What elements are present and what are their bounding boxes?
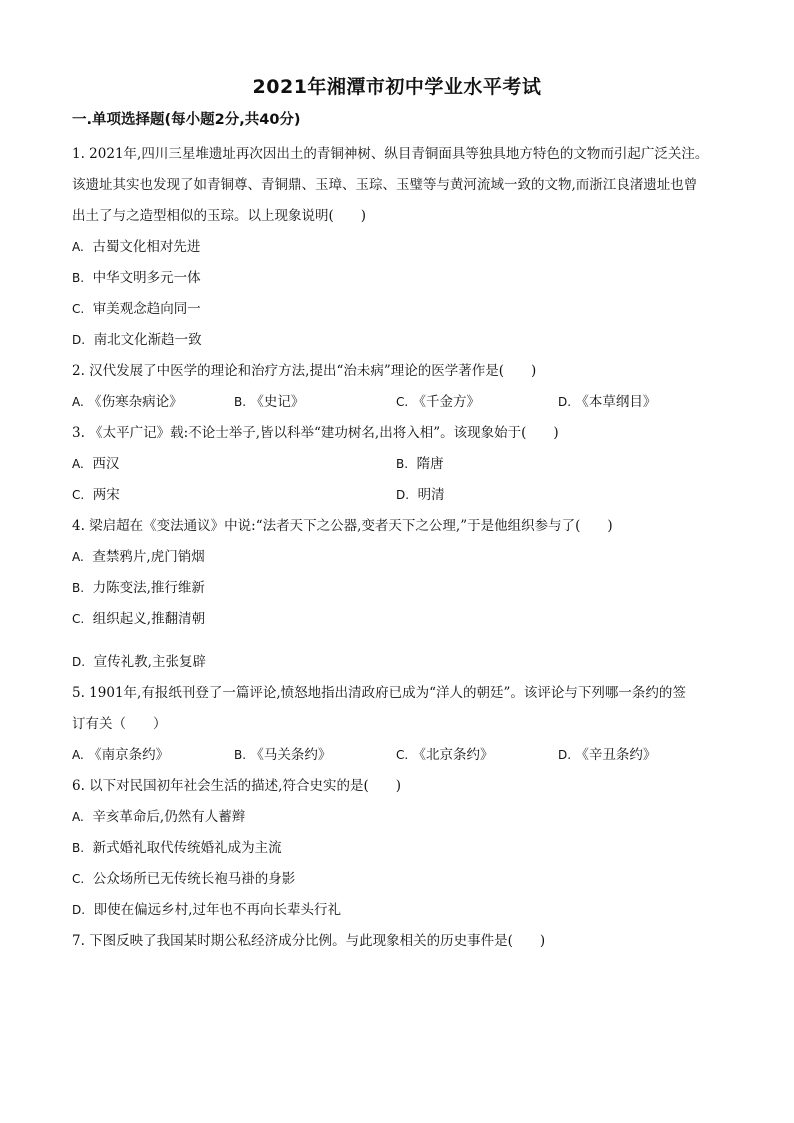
option-letter: A. [72, 550, 84, 564]
option-letter: C. [396, 395, 409, 409]
question-5-option-d[interactable] [558, 745, 656, 765]
question-5-option-b[interactable] [234, 745, 331, 765]
page-title: 2021年湘潭市初中学业水平考试 [252, 76, 542, 98]
option-letter: C. [72, 612, 85, 626]
question-5-line-1: 5. 1901年,有报纸刊登了一篇评论,愤怒地指出清政府已成为“洋人的朝廷”。该评论与下列哪一条约的签 [72, 685, 686, 701]
option-text: 南北文化渐趋一致 [93, 332, 202, 348]
question-1-option-c[interactable] [72, 299, 201, 319]
question-1-line-3: 出土了与之造型相似的玉琮。以上现象说明( ) [72, 208, 367, 224]
option-letter: D. [72, 655, 86, 669]
question-3-option-a[interactable] [72, 454, 119, 474]
question-5-line-2: 订有关（ ） [72, 716, 167, 732]
option-text: 中华文明多元一体 [92, 270, 201, 286]
question-4-option-a[interactable] [72, 547, 205, 567]
option-letter: A. [72, 240, 84, 254]
option-letter: C. [72, 302, 85, 316]
option-text: 《北京条约》 [412, 747, 494, 763]
question-1-line-1: 1. 2021年,四川三星堆遗址再次因出土的青铜神树、纵目青铜面具等独具地方特色的文物而引起广泛关注。 [72, 146, 709, 162]
option-text: 《千金方》 [412, 394, 480, 410]
option-text: 《史记》 [250, 394, 305, 410]
option-letter: B. [72, 581, 85, 595]
option-text: 即使在偏远乡村,过年也不再向长辈头行礼 [93, 902, 341, 918]
option-text: 公众场所已无传统长袍马褂的身影 [92, 871, 296, 887]
question-5-option-c[interactable] [396, 745, 494, 765]
option-text: 辛亥革命后,仍然有人蓄辫 [92, 809, 246, 825]
question-6-option-b[interactable] [72, 838, 282, 858]
question-6-option-a[interactable] [72, 807, 245, 827]
question-1-option-a[interactable] [72, 237, 200, 257]
option-letter: D. [72, 903, 86, 917]
option-letter: B. [234, 395, 247, 409]
option-letter: B. [396, 457, 409, 471]
option-letter: C. [72, 488, 85, 502]
option-text: 宣传礼教,主张复辟 [93, 654, 206, 670]
option-letter: A. [72, 457, 84, 471]
option-letter: D. [558, 395, 572, 409]
option-text: 明清 [417, 487, 445, 503]
option-letter: D. [396, 488, 410, 502]
option-letter: A. [72, 748, 84, 762]
question-2-option-b[interactable] [234, 392, 304, 412]
question-4-option-d[interactable] [72, 652, 206, 672]
option-text: 审美观念趋向同一 [92, 301, 201, 317]
option-text: 隋唐 [416, 456, 444, 472]
option-letter: B. [72, 271, 85, 285]
question-1-line-2: 该遗址其实也发现了如青铜尊、青铜鼎、玉璋、玉琮、玉璧等与黄河流域一致的文物,而浙江良渚遗址也曾 [72, 177, 698, 193]
option-text: 西汉 [92, 456, 120, 472]
option-text: 组织起义,推翻清朝 [92, 611, 206, 627]
question-7-stem: 7. 下图反映了我国某时期公私经济成分比例。与此现象相关的历史事件是( ) [72, 933, 546, 949]
question-2-option-c[interactable] [396, 392, 480, 412]
option-letter: C. [72, 872, 85, 886]
question-2-option-a[interactable] [72, 392, 183, 412]
option-text: 力陈变法,推行维新 [92, 580, 205, 596]
question-4-stem: 4. 梁启超在《变法通议》中说:“法者天下之公器,变者天下之公理,”于是他组织参与了( ) [72, 518, 613, 534]
question-6-option-c[interactable] [72, 869, 295, 889]
question-1-option-d[interactable] [72, 330, 202, 350]
question-1-option-b[interactable] [72, 268, 201, 288]
option-letter: A. [72, 395, 84, 409]
question-6-option-d[interactable] [72, 900, 341, 920]
option-text: 古蜀文化相对先进 [92, 239, 201, 255]
option-letter: B. [72, 841, 85, 855]
option-text: 《伤寒杂病论》 [88, 394, 183, 410]
option-letter: A. [72, 810, 84, 824]
option-text: 新式婚礼取代传统婚礼成为主流 [92, 840, 282, 856]
question-6-stem: 6. 以下对民国初年社会生活的描述,符合史实的是( ) [72, 778, 401, 794]
option-text: 《本草纲目》 [575, 394, 657, 410]
question-2-option-d[interactable] [558, 392, 656, 412]
option-text: 《马关条约》 [250, 747, 332, 763]
section-heading: 一.单项选择题(每小题2分,共40分) [72, 112, 301, 128]
question-2-stem: 2. 汉代发展了中医学的理论和治疗方法,提出“治未病”理论的医学著作是( ) [72, 363, 537, 379]
option-text: 两宋 [92, 487, 120, 503]
question-3-option-b[interactable] [396, 454, 444, 474]
question-3-stem: 3. 《太平广记》载:不论士举子,皆以科举“建功树名,出将入相”。该现象始于( ) [72, 425, 559, 441]
option-text: 《辛丑条约》 [575, 747, 657, 763]
option-text: 查禁鸦片,虎门销烟 [92, 549, 205, 565]
option-letter: C. [396, 748, 409, 762]
question-3-option-d[interactable] [396, 485, 445, 505]
option-letter: D. [558, 748, 572, 762]
option-letter: B. [234, 748, 247, 762]
question-4-option-b[interactable] [72, 578, 205, 598]
option-letter: D. [72, 333, 86, 347]
question-4-option-c[interactable] [72, 609, 205, 629]
question-3-option-c[interactable] [72, 485, 120, 505]
option-text: 《南京条约》 [88, 747, 170, 763]
question-5-option-a[interactable] [72, 745, 169, 765]
